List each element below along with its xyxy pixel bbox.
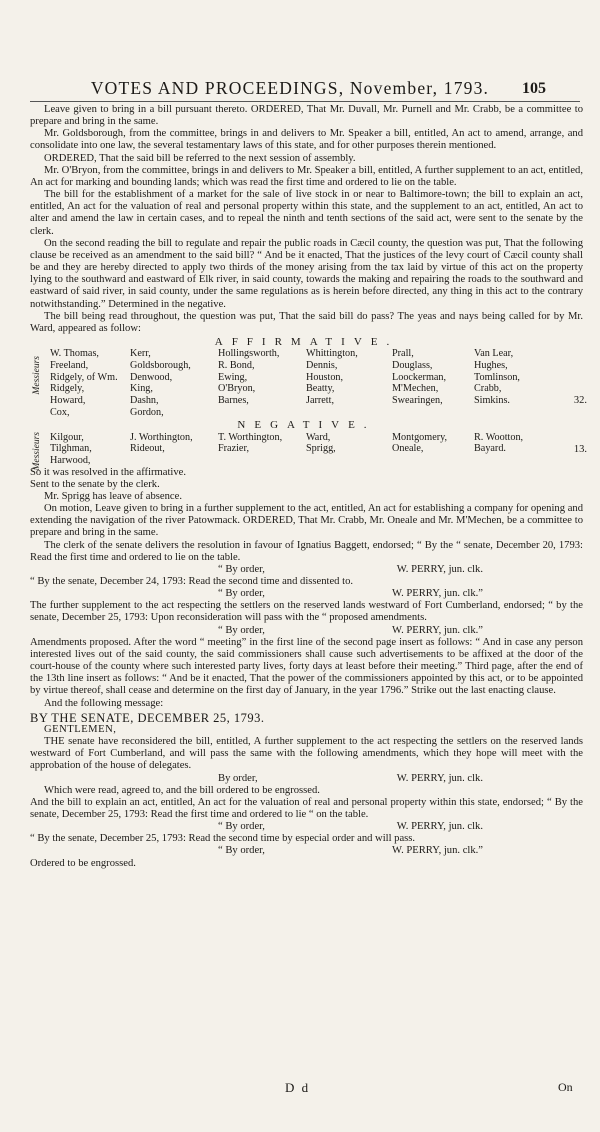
member-name: [474, 407, 550, 419]
member-name: Jarrett,: [306, 394, 335, 406]
member-name: [392, 407, 474, 419]
member-name: Freeland,: [50, 359, 89, 371]
paragraph: Amendments proposed. After the word “ meeting” in the first line of the second page insert as follows: “ And in case any person interested lives out of the said county, the said commissioners shall cause such advertisements to be affixed at the door of the court-house of the county where such interested party lives, forty days at least before their meeting.” Third page, after the end of the 13th line insert as follows: “ And be it enacted, That the power of the commissioners appointed by this act, or to be appointed by virtue thereof, shall cease and determine on the first day of January, in the year 1796.” Strike out the last enacting clause.: [30, 636, 583, 697]
member-name: W. Thomas,: [50, 348, 99, 360]
member-name: Montgomery,: [392, 431, 448, 443]
paragraph: Which were read, agreed to, and the bill ordered to be engrossed.: [44, 784, 320, 796]
member-name: [306, 407, 392, 419]
vote-row: [50, 360, 550, 372]
page-body: [30, 104, 587, 870]
paragraph: “ By the senate, December 24, 1793: Read the second time and dissented to.: [30, 576, 354, 588]
vote-row: [50, 455, 550, 467]
signature-line: “ By order, W. PERRY, jun. clk.”: [218, 624, 483, 636]
member-name: T. Worthington,: [218, 431, 283, 443]
member-name: Denwood,: [130, 371, 173, 383]
member-name: R. Wootton,: [474, 431, 524, 443]
member-name: Dennis,: [306, 359, 338, 371]
member-name: Crabb,: [474, 383, 502, 395]
member-name: Oneale,: [392, 443, 424, 455]
member-name: Simkins.: [474, 394, 510, 406]
signature-line: “ By order, W. PERRY, jun. clk.: [218, 563, 483, 575]
member-name: [474, 455, 550, 467]
member-name: O'Bryon,: [218, 383, 256, 395]
paragraph: THE senate have reconsidered the bill, entitled, A further supplement to the act respecting the settlers on the reserved lands westward of Fort Cumberland, and will pass the same with the following amendments, which they hope will meet with the approbation of the house of delegates.: [30, 736, 583, 772]
member-name: Beatty,: [306, 383, 335, 395]
member-name: Dashn,: [130, 394, 159, 406]
member-name: Houston,: [306, 371, 344, 383]
running-title: VOTES AND PROCEEDINGS, November, 1793.: [90, 78, 490, 98]
member-name: Gordon,: [130, 406, 164, 418]
member-name: Cox,: [50, 406, 70, 418]
member-name: Van Lear,: [474, 348, 514, 360]
paragraph: Leave given to bring in a bill pursuant thereto. ORDERED, That Mr. Duvall, Mr. Purnell and Mr. Crabb, be a committee to prepare and bring in the same.: [30, 104, 583, 128]
negative-list: [32, 431, 587, 471]
page-number: 105: [522, 80, 546, 97]
member-name: [218, 407, 306, 419]
paragraph: On motion, Leave given to bring in a further supplement to the act, entitled, An act for establishing a company for opening and extending the navigation of the river Patowmack. ORDERED, That Mr. Crabb, Mr. Oneale and Mr. M'Mechen, be a committee to prepare and bring in the same.: [30, 503, 583, 539]
member-name: R. Bond,: [218, 359, 255, 371]
member-name: Douglass,: [392, 359, 433, 371]
member-name: Hughes,: [474, 359, 508, 371]
member-name: Ward,: [306, 431, 331, 443]
paragraph: And the following message:: [44, 697, 164, 709]
member-name: Ridgely,: [50, 383, 85, 395]
paragraph: The bill being read throughout, the question was put, That the said bill do pass? The yeas and nays being called for by Mr. Ward, appeared as follow:: [30, 310, 583, 334]
signature-line: “ By order, W. PERRY, jun. clk.: [218, 821, 483, 833]
member-name: [218, 455, 306, 467]
paragraph: The clerk of the senate delivers the resolution in favour of Ignatius Baggett, endorsed; “ By the “ senate, December 20, 1793: Read the first time and ordered to lie on the table.: [30, 539, 583, 563]
member-name: Loockerman,: [392, 371, 447, 383]
signature-line: “ By order, W. PERRY, jun. clk.”: [218, 845, 483, 857]
member-name: King,: [130, 383, 153, 395]
messieurs-label: Messieurs: [32, 356, 42, 395]
member-name: Prall,: [392, 348, 414, 360]
negative-count: 13.: [573, 443, 587, 455]
member-name: Goldsborough,: [130, 359, 191, 371]
affirmative-heading: AFFIRMATIVE.: [214, 335, 399, 348]
member-name: Tilghman,: [50, 443, 92, 455]
vote-row: [50, 395, 550, 407]
member-name: Rideout,: [130, 443, 165, 455]
vote-row: [50, 348, 550, 360]
paragraph: Mr. Goldsborough, from the committee, brings in and delivers to Mr. Speaker a bill, entitled, An act to amend, arrange, and consolidate into one law, the several testamentary laws of this state, and for other purposes therein mentioned.: [30, 128, 583, 152]
paragraph: Sent to the senate by the clerk.: [30, 478, 160, 490]
affirmative-list: [32, 348, 587, 418]
member-name: [392, 455, 474, 467]
member-name: [306, 455, 392, 467]
paragraph: The further supplement to the act respecting the settlers on the reserved lands westward of Fort Cumberland, endorsed; “ by the senate, December 25, 1793: Upon reconsideration will pass with the “ proposed amendments.: [30, 600, 583, 624]
member-name: Frazier,: [218, 443, 249, 455]
signature-mark: D d: [285, 1080, 311, 1095]
salutation: GENTLEMEN,: [44, 723, 117, 735]
paragraph: “ By the senate, December 25, 1793: Read the second time by especial order and will pass.: [30, 833, 416, 845]
vote-row: [50, 372, 550, 384]
paragraph: On the second reading the bill to regulate and repair the public roads in Cæcil county, the question was put, That the following clause be received as an amendment to the said bill? “ And be it enacted, That the justices of the levy court of Cæcil county shall be and they are hereby directed to apply two thirds of the money arising from the tax laid by virtue of this act on the property lying to the southward and eastward of Elk river, in said county, towards the making and repairing the roads to the southward and eastward of said river, in said county, under the same regulations as is herein before directed, any thing in this act to the contrary notwithstanding.” Determined in the negative.: [30, 237, 583, 310]
vote-row: [50, 407, 550, 419]
member-name: Kilgour,: [50, 431, 84, 443]
vote-row: [50, 383, 550, 395]
signature-line: By order, W. PERRY, jun. clk.: [218, 772, 483, 784]
paragraph: The bill for the establishment of a market for the sale of live stock in or near to Baltimore-town; the bill to explain an act, entitled, An act for the valuation of real and personal property within this state, and the supplement to an act, entitled, An act to alter and amend the law in certain cases, and to repeal the ninth and tenth sections of the said act, were sent to the senate by the clerk.: [30, 189, 583, 237]
member-name: Sprigg,: [306, 443, 336, 455]
paragraph: ORDERED, That the said bill be referred to the next session of assembly.: [44, 152, 356, 164]
messieurs-label: Messieurs: [32, 431, 42, 471]
affirmative-count: 32.: [573, 395, 587, 407]
catchword: On: [558, 1080, 573, 1094]
vote-result: So it was resolved in the affirmative.: [30, 466, 187, 478]
member-name: Ridgely, of Wm.: [50, 371, 118, 383]
negative-heading: NEGATIVE.: [237, 419, 376, 432]
vote-row: [50, 432, 550, 444]
header-rule: [30, 101, 580, 102]
paragraph: And the bill to explain an act, entitled, An act for the valuation of real and personal property within this state, endorsed; “ By the senate, December 25, 1793: Read the first time and ordered to lie “ on the table.: [30, 796, 583, 820]
member-name: Tomlinson,: [474, 371, 520, 383]
member-name: Whittington,: [306, 348, 358, 360]
signature-line: “ By order, W. PERRY, jun. clk.”: [218, 588, 483, 600]
senate-message-heading: BY THE SENATE, DECEMBER 25, 1793.: [30, 710, 265, 725]
member-name: Ewing,: [218, 371, 248, 383]
member-name: Harwood,: [50, 454, 91, 466]
paragraph: Mr. Sprigg has leave of absence.: [44, 490, 182, 502]
member-name: Howard,: [50, 394, 86, 406]
paragraph: Mr. O'Bryon, from the committee, brings in and delivers to Mr. Speaker a bill, entitled, A further supplement to an act, entitled, An act for marking and bounding lands; which was read the first time and ordered to lie on the table.: [30, 164, 583, 188]
member-name: Hollingsworth,: [218, 348, 280, 360]
member-name: M'Mechen,: [392, 383, 439, 395]
member-name: Swearingen,: [392, 394, 443, 406]
member-name: Kerr,: [130, 348, 151, 360]
paragraph: Ordered to be engrossed.: [30, 857, 136, 869]
vote-row: [50, 443, 550, 455]
member-name: Bayard.: [474, 443, 506, 455]
member-name: J. Worthington,: [130, 431, 193, 443]
member-name: Barnes,: [218, 394, 249, 406]
member-name: [130, 455, 218, 467]
